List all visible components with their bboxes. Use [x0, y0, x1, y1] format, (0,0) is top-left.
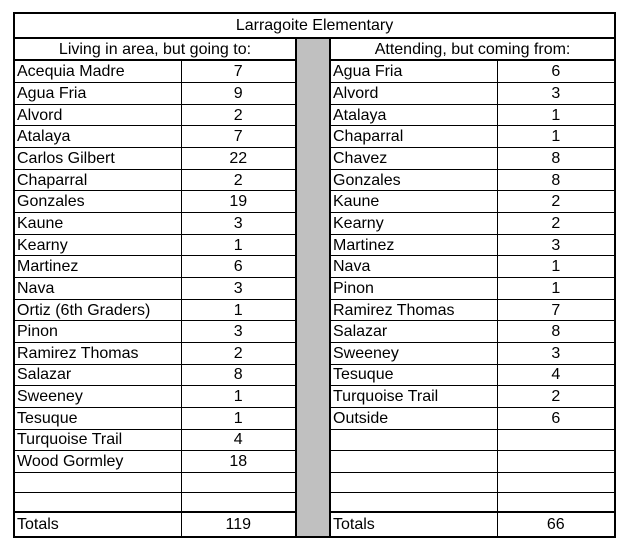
left-school-count — [181, 492, 296, 512]
right-school-name: Nava — [330, 256, 497, 278]
left-school-count: 6 — [181, 256, 296, 278]
right-school-count: 4 — [497, 364, 615, 386]
right-school-name: Chaparral — [330, 126, 497, 148]
left-school-count: 19 — [181, 191, 296, 213]
right-school-name: Alvord — [330, 83, 497, 105]
left-school-count: 3 — [181, 321, 296, 343]
left-school-count: 1 — [181, 407, 296, 429]
right-school-count: 2 — [497, 191, 615, 213]
left-school-name: Sweeney — [14, 386, 181, 408]
right-school-name: Outside — [330, 407, 497, 429]
left-school-name: Kaune — [14, 213, 181, 235]
left-school-count: 3 — [181, 278, 296, 300]
right-school-name: Turquoise Trail — [330, 386, 497, 408]
right-school-count: 1 — [497, 104, 615, 126]
left-school-count: 1 — [181, 386, 296, 408]
right-school-count: 8 — [497, 169, 615, 191]
left-school-name: Ramirez Thomas — [14, 342, 181, 364]
right-school-count: 7 — [497, 299, 615, 321]
left-school-count: 22 — [181, 148, 296, 170]
right-school-name: Ramirez Thomas — [330, 299, 497, 321]
column-divider — [296, 38, 330, 537]
left-school-count: 3 — [181, 213, 296, 235]
right-school-name: Kaune — [330, 191, 497, 213]
table-title: Larragoite Elementary — [14, 13, 615, 38]
left-school-name: Acequia Madre — [14, 60, 181, 82]
left-school-count: 2 — [181, 104, 296, 126]
left-school-name — [14, 492, 181, 512]
right-school-count: 3 — [497, 342, 615, 364]
right-school-name — [330, 451, 497, 473]
right-school-count: 3 — [497, 234, 615, 256]
right-school-count — [497, 472, 615, 492]
right-school-name — [330, 492, 497, 512]
left-school-count: 9 — [181, 83, 296, 105]
right-school-name — [330, 429, 497, 451]
right-school-count: 1 — [497, 256, 615, 278]
left-school-name: Carlos Gilbert — [14, 148, 181, 170]
right-school-name: Sweeney — [330, 342, 497, 364]
left-school-name: Chaparral — [14, 169, 181, 191]
right-school-name: Martinez — [330, 234, 497, 256]
left-school-name: Nava — [14, 278, 181, 300]
left-school-name: Pinon — [14, 321, 181, 343]
left-heading: Living in area, but going to: — [14, 38, 296, 61]
right-school-name: Agua Fria — [330, 60, 497, 82]
left-school-name: Martinez — [14, 256, 181, 278]
right-school-name: Tesuque — [330, 364, 497, 386]
left-school-name: Agua Fria — [14, 83, 181, 105]
right-school-count: 8 — [497, 321, 615, 343]
left-school-name: Atalaya — [14, 126, 181, 148]
right-school-count — [497, 492, 615, 512]
left-school-count: 18 — [181, 451, 296, 473]
right-school-name: Chavez — [330, 148, 497, 170]
left-school-count — [181, 472, 296, 492]
left-school-count: 1 — [181, 299, 296, 321]
left-school-name: Kearny — [14, 234, 181, 256]
left-school-count: 1 — [181, 234, 296, 256]
left-totals-label: Totals — [14, 512, 181, 537]
right-school-count: 3 — [497, 83, 615, 105]
left-school-count: 2 — [181, 169, 296, 191]
left-school-count: 8 — [181, 364, 296, 386]
left-school-count: 4 — [181, 429, 296, 451]
left-school-name: Ortiz (6th Graders) — [14, 299, 181, 321]
right-totals-value: 66 — [497, 512, 615, 537]
left-school-count: 2 — [181, 342, 296, 364]
right-totals-label: Totals — [330, 512, 497, 537]
left-school-count: 7 — [181, 126, 296, 148]
left-school-count: 7 — [181, 60, 296, 82]
left-school-name — [14, 472, 181, 492]
right-school-count — [497, 451, 615, 473]
right-heading: Attending, but coming from: — [330, 38, 615, 61]
left-school-name: Wood Gormley — [14, 451, 181, 473]
right-school-name: Pinon — [330, 278, 497, 300]
right-school-name: Salazar — [330, 321, 497, 343]
left-school-name: Tesuque — [14, 407, 181, 429]
right-school-count: 6 — [497, 60, 615, 82]
left-school-name: Alvord — [14, 104, 181, 126]
right-school-count: 2 — [497, 386, 615, 408]
left-school-name: Turquoise Trail — [14, 429, 181, 451]
right-school-name: Kearny — [330, 213, 497, 235]
right-school-count: 1 — [497, 126, 615, 148]
right-school-count: 6 — [497, 407, 615, 429]
left-school-name: Salazar — [14, 364, 181, 386]
right-school-count: 1 — [497, 278, 615, 300]
left-totals-value: 119 — [181, 512, 296, 537]
right-school-count: 8 — [497, 148, 615, 170]
left-school-name: Gonzales — [14, 191, 181, 213]
right-school-name: Gonzales — [330, 169, 497, 191]
transfer-table — [13, 12, 616, 538]
right-school-count: 2 — [497, 213, 615, 235]
right-school-name — [330, 472, 497, 492]
right-school-name: Atalaya — [330, 104, 497, 126]
right-school-count — [497, 429, 615, 451]
